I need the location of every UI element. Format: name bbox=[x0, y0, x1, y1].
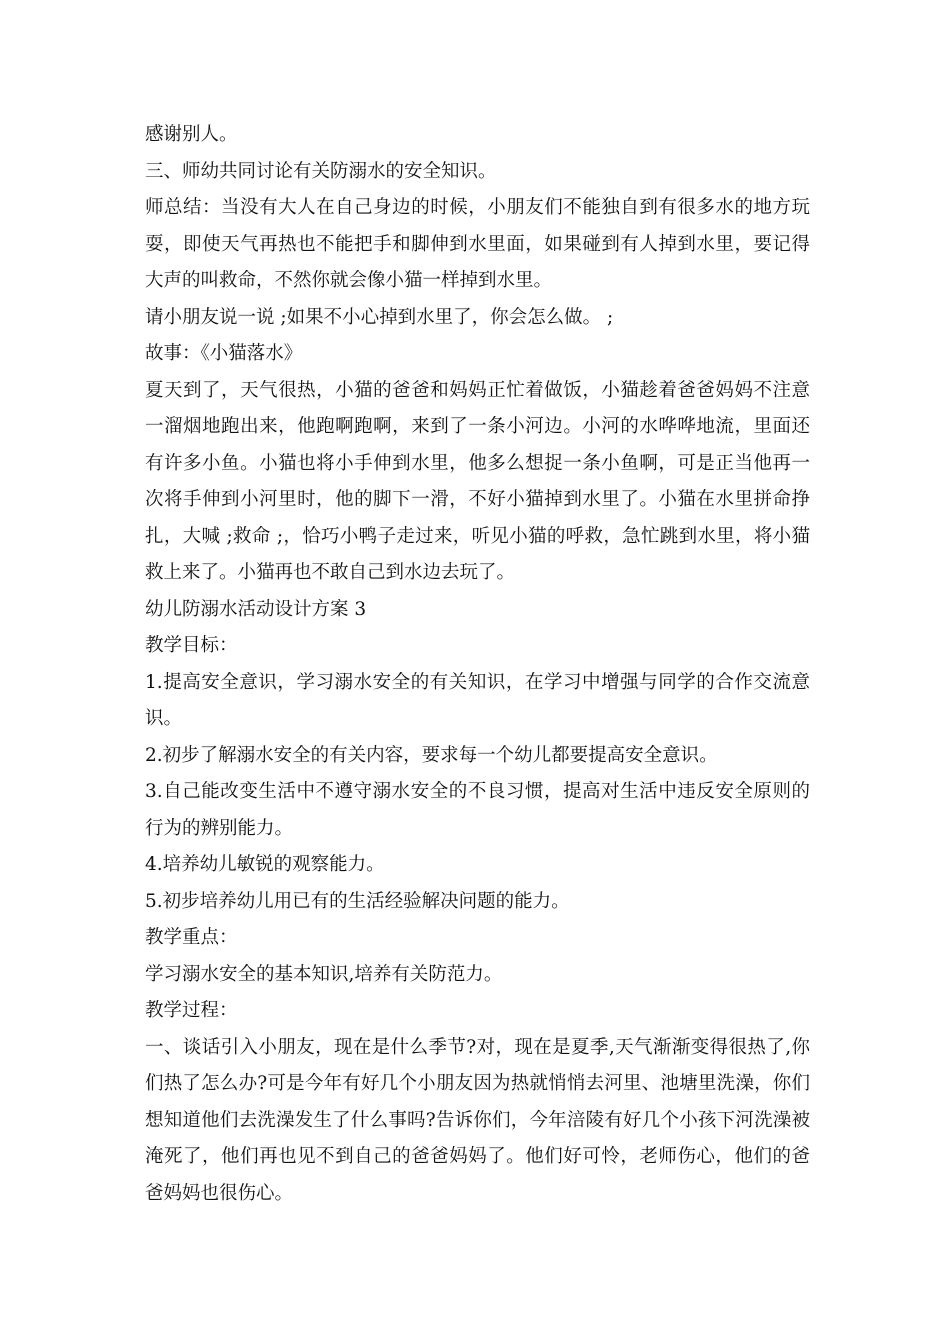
goal-item-3: 3.自己能改变生活中不遵守溺水安全的不良习惯，提高对生活中违反安全原则的行为的辨别能力。 bbox=[145, 781, 810, 839]
paragraph-key-points: 学习溺水安全的基本知识,培养有关防范力。 bbox=[145, 963, 503, 985]
paragraph-thanks: 感谢别人。 bbox=[145, 124, 238, 145]
story-title: 故事：《小猫落水》 bbox=[145, 343, 303, 364]
paragraph-question: 请小朋友说一说 ;如果不小心掉到水里了，你会怎么做。 ; bbox=[145, 306, 614, 328]
heading-teaching-goals: 教学目标： bbox=[145, 635, 238, 656]
goal-item-5: 5.初步培养幼儿用已有的生活经验解决问题的能力。 bbox=[145, 890, 570, 912]
paragraph-teacher-summary: 师总结：当没有大人在自己身边的时候，小朋友们不能独自到有很多水的地方玩耍，即使天气再热也不能把手和脚伸到水里面，如果碰到有人掉到水里，要记得大声的叫救命，不然你就会像小猫一样掉到水里。 bbox=[145, 197, 810, 291]
heading-teaching-process: 教学过程： bbox=[145, 1000, 238, 1021]
goal-item-1: 1.提高安全意识，学习溺水安全的有关知识，在学习中增强与同学的合作交流意识。 bbox=[145, 671, 810, 729]
paragraph-story: 夏天到了，天气很热，小猫的爸爸和妈妈正忙着做饭，小猫趁着爸爸妈妈不注意一溜烟地跑出来，他跑啊跑啊，来到了一条小河边。小河的水哗哗地流，里面还有许多小鱼。小猫也将小手伸到水里，他多么想捉一条小鱼啊，可是正当他再一次将手伸到小河里时，他的脚下一滑，不好小猫掉到水里了。小猫在水里拼命挣扎，大喊 ;救命 ;，恰巧小鸭子走过来，听见小猫的呼救，急忙跳到水里，将小猫救上来了。小猫再也不敢自己到水边去玩了。 bbox=[145, 379, 810, 583]
heading-key-points: 教学重点： bbox=[145, 927, 238, 948]
goal-item-2: 2.初步了解溺水安全的有关内容，要求每一个幼儿都要提高安全意识。 bbox=[145, 744, 718, 766]
document-body bbox=[145, 117, 810, 1212]
goal-item-4: 4.培养幼儿敏锐的观察能力。 bbox=[145, 854, 385, 875]
plan-title: 幼儿防溺水活动设计方案 3 bbox=[145, 598, 367, 620]
section-heading-3: 三、师幼共同讨论有关防溺水的安全知识。 bbox=[145, 160, 497, 182]
paragraph-introduction: 一、谈话引入小朋友，现在是什么季节?对，现在是夏季,天气渐渐变得很热了,你们热了怎么办?可是今年有好几个小朋友因为热就悄悄去河里、池塘里洗澡，你们想知道他们去洗澡发生了什么事吗?告诉你们，今年涪陵有好几个小孩下河洗澡被淹死了，他们再也见不到自己的爸爸妈妈了。他们好可怜，老师伤心，他们的爸爸妈妈也很伤心。 bbox=[145, 1036, 810, 1204]
